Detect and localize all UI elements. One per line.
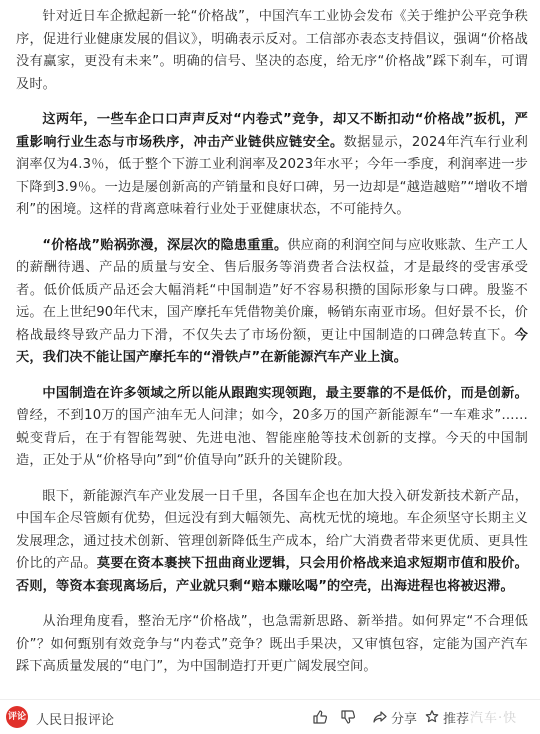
article-footer xyxy=(0,699,540,734)
recommend-button[interactable] xyxy=(424,707,469,727)
paragraph-1 xyxy=(16,6,528,96)
paragraph-2-text: 数据显示，2024年汽车行业利润率仅为4.3％，低于整个下游工业利润率及2023年水平；今年一季度，利润率进一步下降到3.9％。一边是屡创新高的产销量和良好口碑，另一边却是“越造越赔”“增收不增利”的困境。这样的背离意味着行业处于亚健康状态，不可能持久。 xyxy=(16,134,528,217)
thumbs-down-icon xyxy=(340,709,356,725)
paragraph-5-bold: 莫要在资本裹挟下扭曲商业逻辑，只会用价格战来追求短期市值和股价。否则，等资本套现离场后，产业就只剩“赔本赚吆喝”的空壳，出海进程也将被迟滞。 xyxy=(16,556,529,594)
paragraph-4-bold: 中国制造在许多领域之所以能从跟跑实现领跑，最主要靠的不是低价，而是创新。 xyxy=(42,385,528,401)
downvote-button[interactable] xyxy=(340,707,356,727)
share-label: 分享 xyxy=(391,711,418,727)
thumbs-up-icon xyxy=(312,709,328,725)
share-icon xyxy=(372,709,388,725)
share-button[interactable] xyxy=(372,707,417,727)
paragraph-3-text: 供应商的利润空间与应收账款、生产工人的薪酬待遇、产品的质量与安全、售后服务等消费者合法权益，才是最终的受害承受者。低价低质产品还会大幅消耗“中国制造”好不容易积攒的国际形象与口碑。殷鉴不远。在上世纪90年代末，国产摩托车凭借物美价廉，畅销东南亚市场。但好景不长，价格战最终导致产品力下滑，不仅失去了市场份额，更让中国制造的口碑急转直下。 xyxy=(16,237,528,343)
paragraph-4 xyxy=(16,383,528,473)
paragraph-6 xyxy=(16,611,528,679)
paragraph-2 xyxy=(16,109,528,222)
recommend-icon xyxy=(424,709,440,725)
paragraph-4-text: 曾经，不到10万的国产油车无人问津；如今，20多万的国产新能源车“一车难求”……蜕变背后，在于有智能驾驶、先进电池、智能座舱等技术创新的支撑。今天的中国制造，正处于从“价格导向”到“价值导向”跃升的关键阶段。 xyxy=(16,408,528,468)
upvote-button[interactable] xyxy=(312,707,328,727)
paragraph-3-bold: “价格战”贻祸弥漫，深层次的隐患重重。 xyxy=(42,237,288,253)
paragraph-6-text: 从治理角度看，整治无序“价格战”，也急需新思路、新举措。如何界定“不合理低价”？如何甄别有效竞争与“内卷式”竞争？既出手果决，又审慎包容，定能为国产汽车踩下高质量发展的“电门”，为中国制造打开更广阔发展空间。 xyxy=(16,614,528,674)
paragraph-1-text: 针对近日车企掀起新一轮“价格战”，中国汽车工业协会发布《关于维护公平竞争秩序，促进行业健康发展的倡议》，明确表示反对。工信部亦表态支持倡议，强调“价格战没有赢家，更没有未来”。明确的信号、坚决的态度，给无序“价格战”踩下刹车，可谓及时。 xyxy=(16,9,528,92)
recommend-label: 推荐 xyxy=(443,711,470,727)
source-name[interactable]: 人民日报评论 xyxy=(36,713,115,728)
paragraph-2-bold: 这两年，一些车企口口声声反对“内卷式”竞争，却又不断扣动“价格战”扳机，严重影响行业生态与市场秩序，冲击产业链供应链安全。 xyxy=(16,112,528,150)
watermark: 汽车·快 xyxy=(470,711,518,726)
paragraph-5 xyxy=(16,486,528,599)
paragraph-5-text: 眼下，新能源汽车产业发展一日千里，各国车企也在加大投入研发新技术新产品，中国车企尽管颇有优势，但远没有到大幅领先、高枕无忧的境地。车企须坚守长期主义发展理念，通过技术创新、管理创新降低生产成本，给广大消费者带来更优质、更具性价比的产品。 xyxy=(16,488,528,571)
paragraph-3-bold-end: 今天，我们决不能让国产摩托车的“滑铁卢”在新能源汽车产业上演。 xyxy=(16,327,528,365)
source-logo[interactable]: 评论 xyxy=(6,706,28,728)
paragraph-3 xyxy=(16,235,528,370)
article-body xyxy=(16,6,528,692)
